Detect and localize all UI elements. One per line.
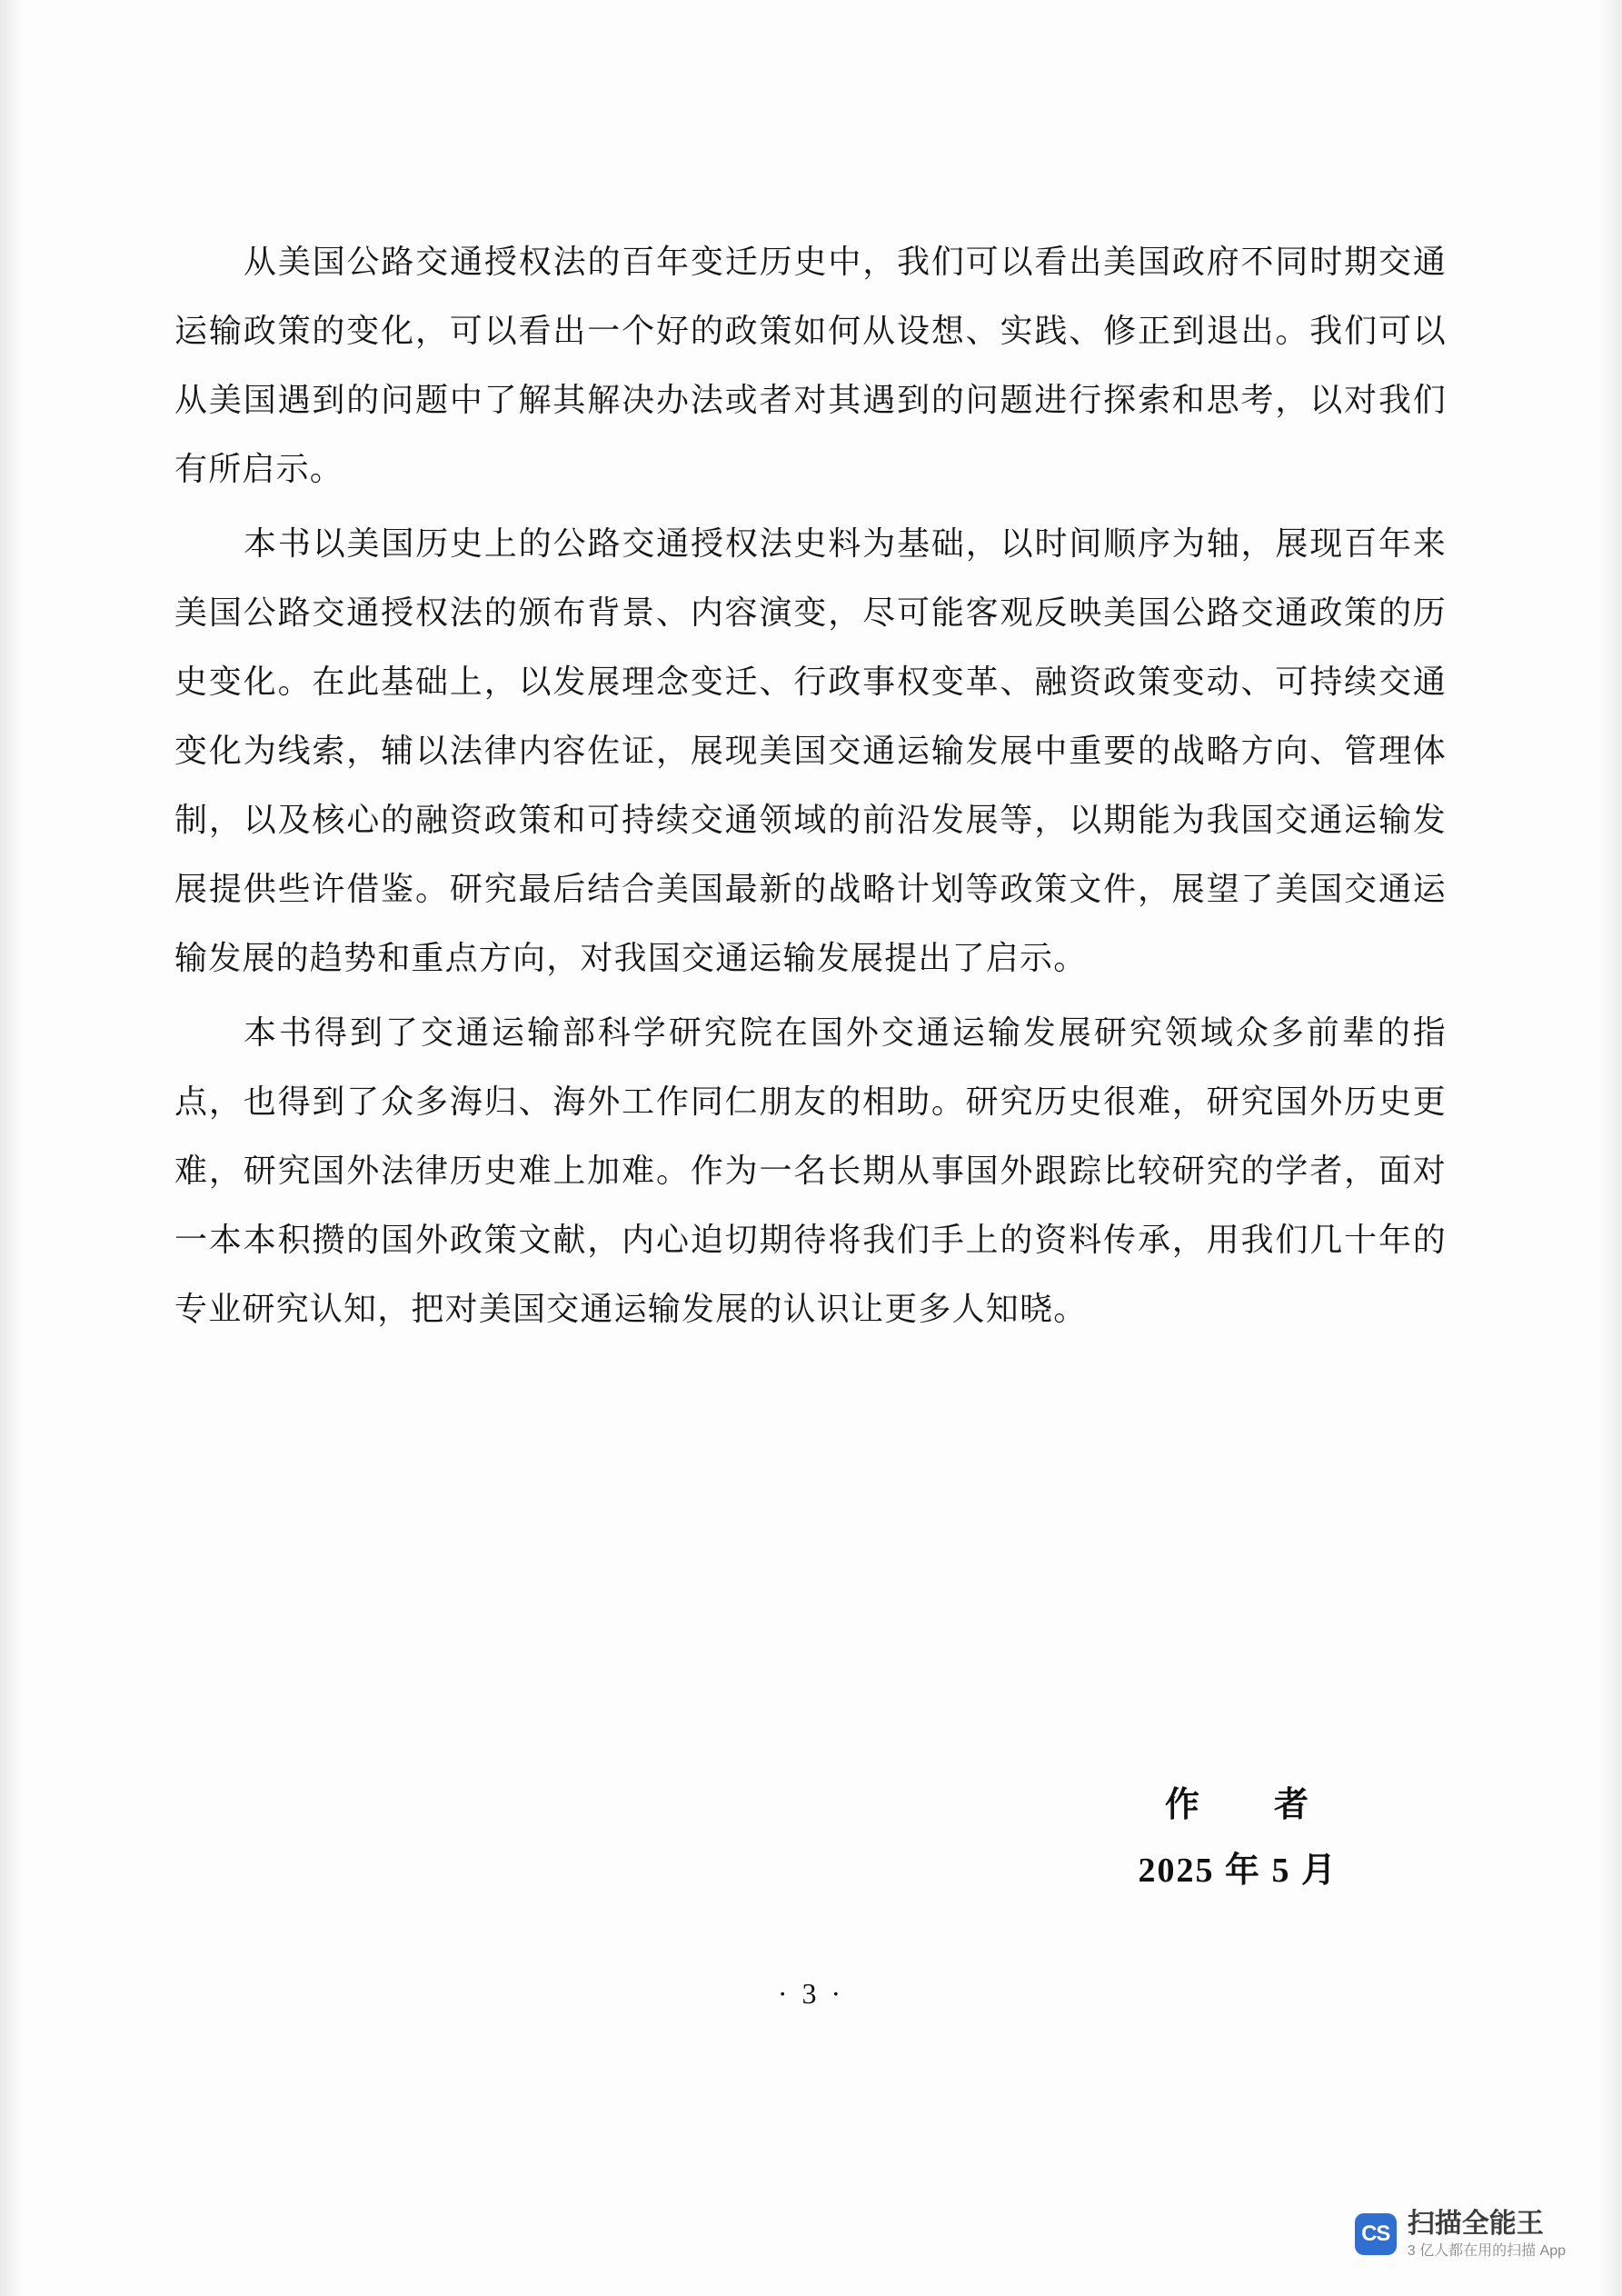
body-text (174, 227, 1447, 1349)
scanner-watermark (1355, 2209, 1566, 2260)
paragraph-1: 从美国公路交通授权法的百年变迁历史中，我们可以看出美国政府不同时期交通运输政策的变化，可以看出一个好的政策如何从设想、实践、修正到退出。我们可以从美国遇到的问题中了解其解决办法或者对其遇到的问题进行探索和思考，以对我们有所启示。 (174, 244, 1447, 487)
page-number: · 3 · (777, 1977, 845, 2010)
camscanner-logo-icon: CS (1355, 2213, 1397, 2255)
scanner-tagline: 3 亿人都在用的扫描 App (1407, 2242, 1566, 2259)
paragraph-3: 本书得到了交通运输部科学研究院在国外交通运输发展研究领域众多前辈的指点，也得到了众多海归、海外工作同仁朋友的相助。研究历史很难，研究国外历史更难，研究国外法律历史难上加难。作为一名长期从事国外跟踪比较研究的学者，面对一本本积攒的国外政策文献，内心迫切期待将我们手上的资料传承，用我们几十年的专业研究认知，把对美国交通运输发展的认识让更多人知晓。 (174, 1014, 1447, 1327)
scanner-app-name: 扫描全能王 (1407, 2209, 1544, 2240)
paragraph-2: 本书以美国历史上的公路交通授权法史料为基础，以时间顺序为轴，展现百年来美国公路交通授权法的颁布背景、内容演变，尽可能客观反映美国公路交通政策的历史变化。在此基础上，以发展理念变迁、行政事权变革、融资政策变动、可持续交通变化为线索，辅以法律内容佐证，展现美国交通运输发展中重要的战略方向、管理体制，以及核心的融资政策和可持续交通领域的前沿发展等，以期能为我国交通运输发展提供些许借鉴。研究最后结合美国最新的战略计划等政策文件，展望了美国交通运输发展的趋势和重点方向，对我国交通运输发展提出了启示。 (174, 525, 1447, 976)
signature-author: 作 者 (1164, 1786, 1328, 1824)
signature-block (174, 1772, 1447, 1903)
scan-edge-shadow-left (0, 0, 24, 2296)
scanner-text-wrap (1408, 2209, 1566, 2260)
signature-date: 2025 年 5 月 (1138, 1852, 1338, 1890)
scan-edge-shadow-right (1598, 0, 1622, 2296)
